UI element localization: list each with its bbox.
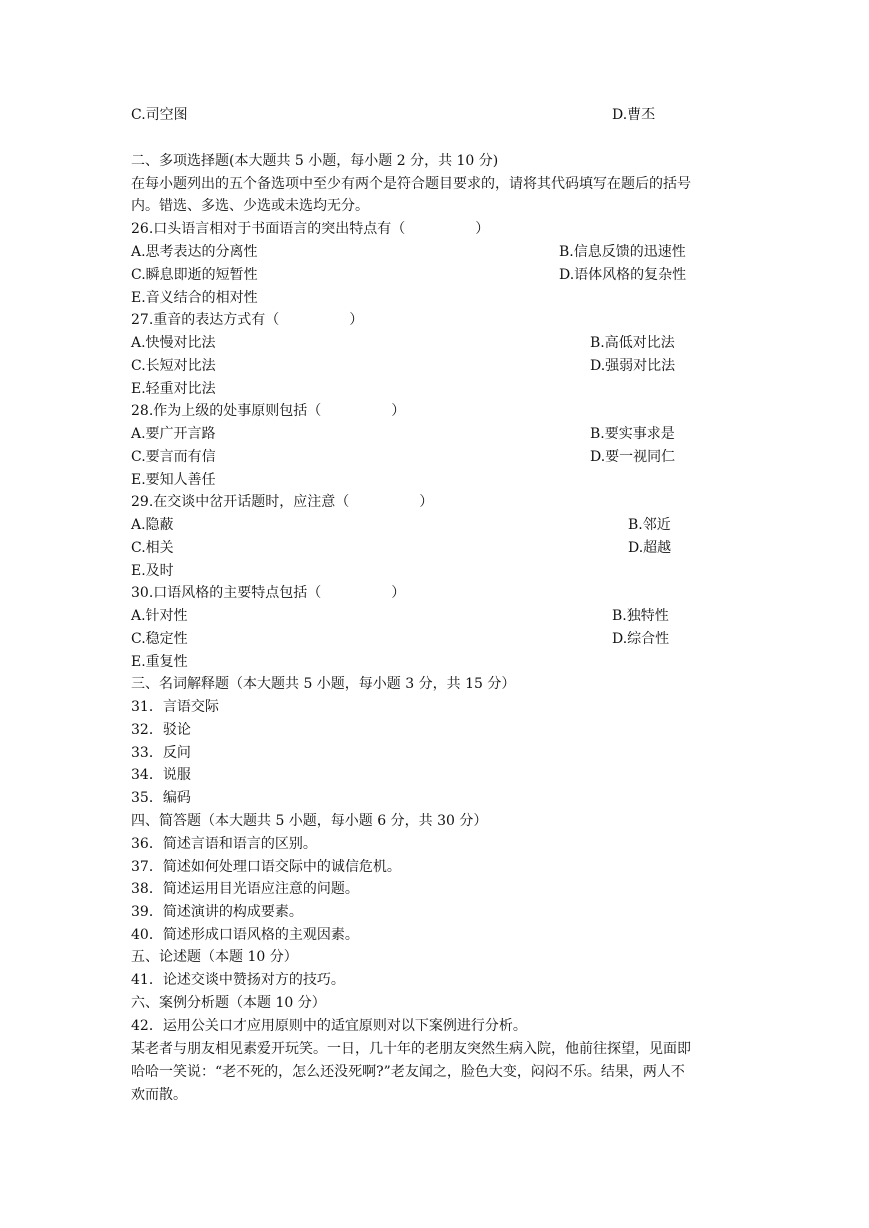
option-a: A.针对性 [131,608,188,624]
option-b: B.邻近 [628,517,671,533]
option-d: D.语体风格的复杂性 [559,267,687,283]
term-item: 31．言语交际 [131,699,219,715]
case-text: 某老者与朋友相见素爱开玩笑。一日，几十年的老朋友突然生病入院，他前往探望，见面即 [131,1041,691,1057]
option-a: A.隐蔽 [131,517,174,533]
section2-heading: 二、多项选择题(本大题共 5 小题，每小题 2 分，共 10 分) [131,153,499,169]
section5-heading: 五、论述题（本题 10 分） [131,949,298,965]
option-d: D.综合性 [612,631,670,647]
question-stem: 29.在交谈中岔开话题时，应注意（ ） [131,494,434,510]
option-e: E.轻重对比法 [131,381,216,397]
question-stem: 26.口头语言相对于书面语言的突出特点有（ ） [131,221,490,237]
option-a: A.快慢对比法 [131,335,216,351]
question-stem: 28.作为上级的处事原则包括（ ） [131,403,406,419]
option-c: C.稳定性 [131,631,188,647]
short-answer-item: 40．简述形成口语风格的主观因素。 [131,927,359,943]
option-c: C.要言而有信 [131,449,216,465]
question-stem: 27.重音的表达方式有（ ） [131,312,364,328]
case-question: 42．运用公关口才应用原则中的适宜原则对以下案例进行分析。 [131,1018,527,1034]
option-c: C.瞬息即逝的短暂性 [131,267,258,283]
option-d: D.强弱对比法 [590,358,676,374]
option-a: A.思考表达的分离性 [131,244,258,260]
option-e: E.及时 [131,563,174,579]
option-e: E.要知人善任 [131,472,216,488]
question-stem: 30.口语风格的主要特点包括（ ） [131,585,406,601]
term-item: 35．编码 [131,790,191,806]
option-b: B.独特性 [612,608,669,624]
section2-instruction-cont: 内。错选、多选、少选或未选均无分。 [131,198,369,214]
option-b: B.高低对比法 [590,335,675,351]
option-b: B.信息反馈的迅速性 [559,244,686,260]
section2-instruction: 在每小题列出的五个备选项中至少有两个是符合题目要求的，请将其代码填写在题后的括号 [131,176,691,192]
short-answer-item: 36．简述言语和语言的区别。 [131,836,317,852]
term-item: 33．反问 [131,745,191,761]
section4-heading: 四、简答题（本大题共 5 小题，每小题 6 分，共 30 分） [131,813,488,829]
option-d: D.超越 [628,540,672,556]
short-answer-item: 37．简述如何处理口语交际中的诚信危机。 [131,859,401,875]
option-d: D.要一视同仁 [590,449,676,465]
option-a: A.要广开言路 [131,426,216,442]
option-b: B.要实事求是 [590,426,675,442]
case-text-end: 欢而散。 [131,1087,187,1103]
term-item: 32．驳论 [131,722,191,738]
option-e: E.重复性 [131,654,188,670]
section3-heading: 三、名词解释题（本大题共 5 小题，每小题 3 分，共 15 分） [131,676,516,692]
prev-option-d: D.曹丕 [612,107,656,123]
prev-option-c: C.司空图 [131,107,188,123]
section6-heading: 六、案例分析题（本题 10 分） [131,995,326,1011]
option-e: E.音义结合的相对性 [131,290,258,306]
short-answer-item: 38．简述运用目光语应注意的问题。 [131,881,359,897]
option-c: C.长短对比法 [131,358,216,374]
option-c: C.相关 [131,540,174,556]
short-answer-item: 39．简述演讲的构成要素。 [131,904,303,920]
term-item: 34．说服 [131,767,191,783]
essay-item: 41．论述交谈中赞扬对方的技巧。 [131,972,345,988]
case-text-cont: 哈哈一笑说：“老不死的，怎么还没死啊?”老友闻之，脸色大变，闷闷不乐。结果，两人不 [131,1064,685,1080]
